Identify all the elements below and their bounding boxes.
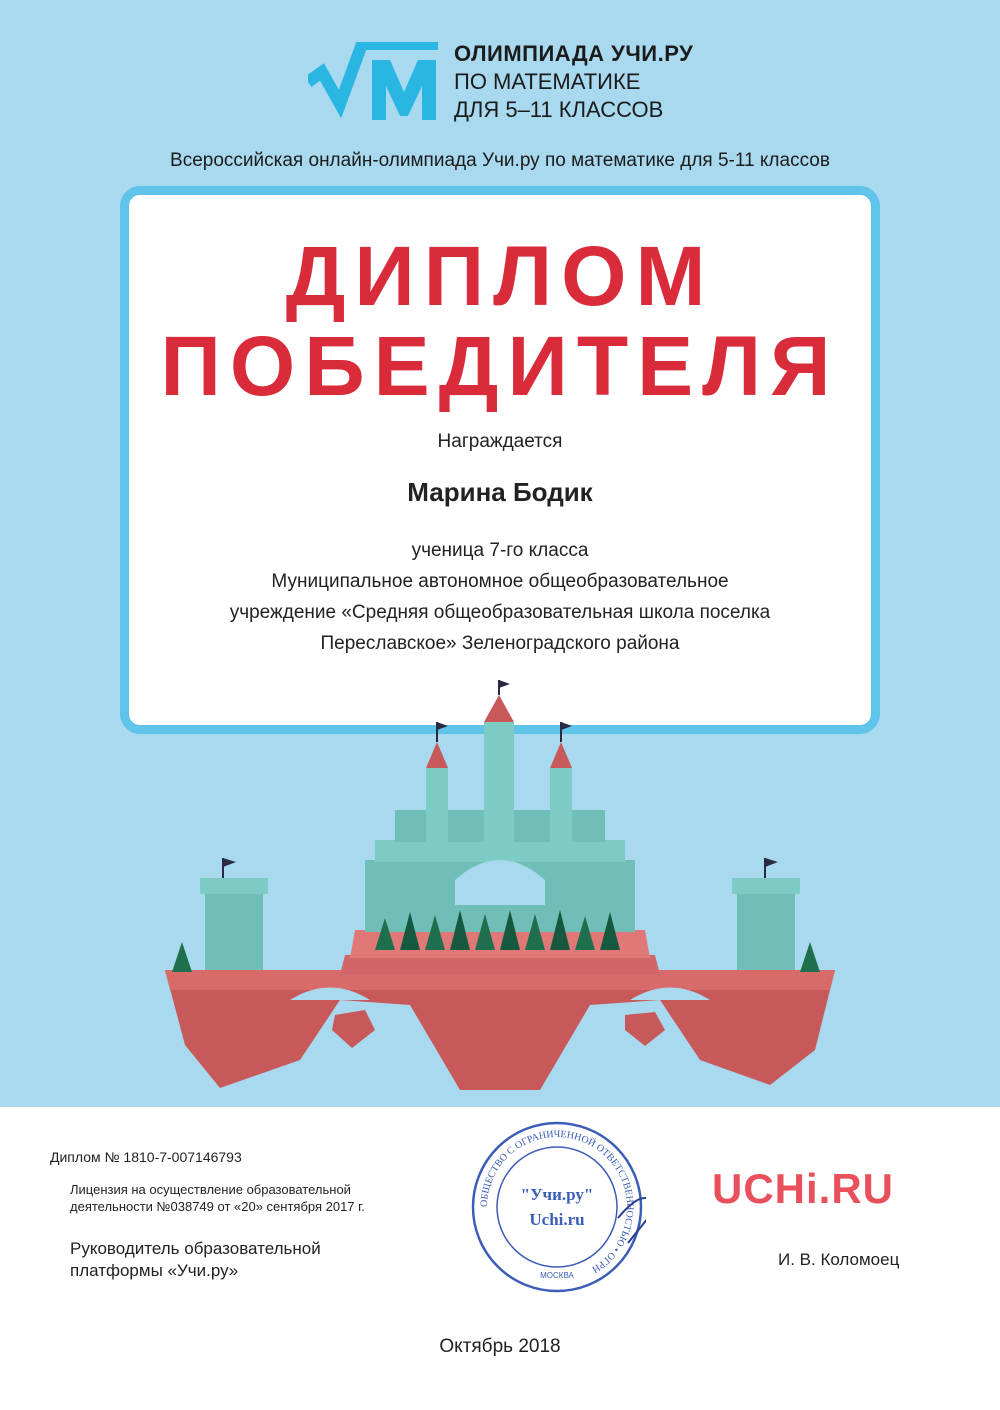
detail-line: Муниципальное автономное общеобразовательное <box>271 571 729 592</box>
stamp-center-line-1: "Учи.ру" <box>520 1185 594 1204</box>
logo-line-1: ОЛИМПИАДА УЧИ.РУ <box>454 41 694 66</box>
detail-line: Переславское» Зеленоградского района <box>320 633 680 654</box>
license-line: Лицензия на осуществление образовательной <box>70 1182 351 1197</box>
awarded-label: Награждается <box>437 431 563 452</box>
diploma-title-line-1: ДИПЛОМ <box>285 229 715 323</box>
uchi-ru-logo: UCHi.RU <box>712 1165 894 1212</box>
license-text <box>70 1181 365 1215</box>
olympiad-logo-icon <box>308 42 440 124</box>
stamp-ring-text: ОБЩЕСТВО С ОГРАНИЧЕННОЙ ОТВЕТСТВЕННОСТЬЮ • ОГРН <box>478 1128 636 1275</box>
diploma-title-line-2: ПОБЕДИТЕЛЯ <box>160 319 840 413</box>
floating-castle-illustration <box>0 660 1000 1110</box>
logo-line-3: ДЛЯ 5–11 КЛАССОВ <box>454 97 664 122</box>
head-title-line: платформы «Учи.ру» <box>70 1261 239 1280</box>
head-title <box>70 1238 321 1282</box>
head-title-line: Руководитель образовательной <box>70 1239 321 1258</box>
stamp-city: МОСКВА <box>540 1271 574 1280</box>
company-stamp-icon <box>468 1118 646 1296</box>
detail-line: ученица 7-го класса <box>411 540 589 561</box>
diploma-card <box>120 186 880 734</box>
recipient-details <box>189 535 811 659</box>
logo-text <box>454 40 693 124</box>
license-line: деятельности №038749 от «20» сентября 2017 г. <box>70 1199 365 1214</box>
diploma-number: Диплом № 1810-7-007146793 <box>50 1149 242 1165</box>
olympiad-subtitle: Всероссийская онлайн-олимпиада Учи.ру по математике для 5-11 классов <box>170 150 830 171</box>
stamp-center-line-2: Uchi.ru <box>529 1210 585 1229</box>
detail-line: учреждение «Средняя общеобразовательная школа поселка <box>229 602 771 623</box>
logo-line-2: ПО МАТЕМАТИКЕ <box>454 69 641 94</box>
signer-name: И. В. Коломоец <box>778 1250 900 1269</box>
issue-date: Октябрь 2018 <box>439 1336 561 1357</box>
recipient-name: Марина Бодик <box>407 477 593 507</box>
